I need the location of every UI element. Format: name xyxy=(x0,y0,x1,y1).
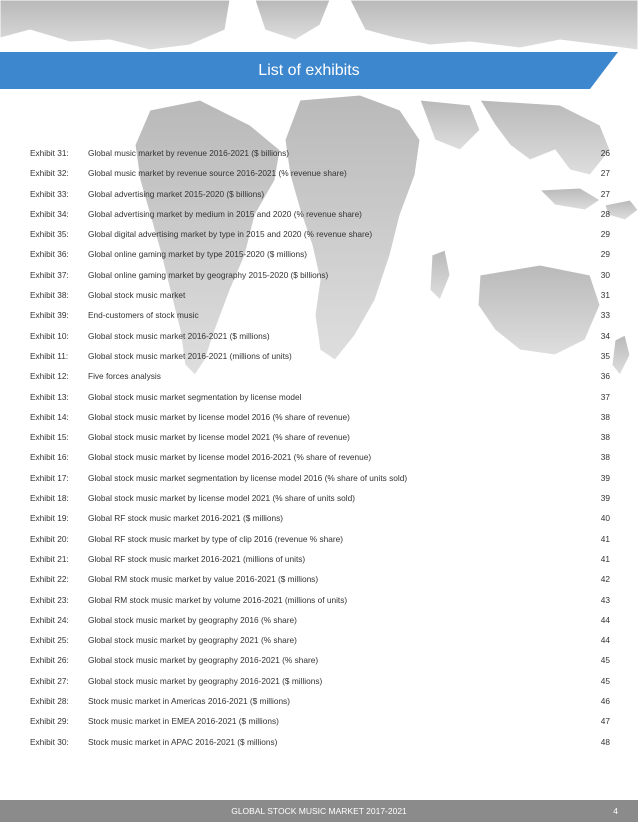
exhibit-page-number: 38 xyxy=(600,452,610,463)
exhibit-title: End-customers of stock music xyxy=(88,310,199,321)
exhibit-number: Exhibit 21: xyxy=(30,553,69,564)
exhibit-row[interactable] xyxy=(30,346,610,366)
exhibit-title: Global stock music market by geography 2016 (% share) xyxy=(88,614,297,625)
exhibit-row[interactable] xyxy=(30,224,610,244)
exhibit-title: Global stock music market by geography 2021 (% share) xyxy=(88,635,297,646)
banner-title: List of exhibits xyxy=(258,62,360,79)
exhibit-title: Global stock music market 2016-2021 (millions of units) xyxy=(88,350,292,361)
exhibit-row[interactable] xyxy=(30,184,610,204)
exhibit-number: Exhibit 11: xyxy=(30,350,69,361)
section-banner xyxy=(0,52,618,89)
exhibit-title: Global RF stock music market 2016-2021 (millions of units) xyxy=(88,553,306,564)
exhibit-page-number: 44 xyxy=(600,635,610,646)
exhibit-row[interactable] xyxy=(30,468,610,488)
exhibit-row[interactable] xyxy=(30,305,610,325)
exhibit-number: Exhibit 30: xyxy=(30,736,69,747)
exhibit-title: Global stock music market by license model 2021 (% share of revenue) xyxy=(88,432,350,443)
exhibit-page-number: 29 xyxy=(600,229,610,240)
exhibit-title: Global music market by revenue source 2016-2021 (% revenue share) xyxy=(88,168,347,179)
exhibit-number: Exhibit 10: xyxy=(30,330,69,341)
exhibit-row[interactable] xyxy=(30,285,610,305)
exhibit-title: Global RM stock music market by volume 2016-2021 (millions of units) xyxy=(88,594,348,605)
exhibit-title: Global stock music market by license model 2021 (% share of units sold) xyxy=(88,493,355,504)
exhibit-title: Global RF stock music market 2016-2021 ($ millions) xyxy=(88,513,284,524)
exhibit-title: Global online gaming market by geography 2015-2020 ($ billions) xyxy=(88,269,329,280)
exhibit-number: Exhibit 27: xyxy=(30,675,69,686)
page-footer xyxy=(0,800,638,822)
exhibit-row[interactable] xyxy=(30,529,610,549)
exhibit-number: Exhibit 19: xyxy=(30,513,69,524)
exhibit-page-number: 31 xyxy=(600,290,610,301)
exhibit-number: Exhibit 13: xyxy=(30,391,69,402)
exhibit-page-number: 48 xyxy=(600,736,610,747)
exhibit-row[interactable] xyxy=(30,244,610,264)
exhibit-number: Exhibit 37: xyxy=(30,269,69,280)
exhibit-title: Global stock music market 2016-2021 ($ millions) xyxy=(88,330,270,341)
exhibit-number: Exhibit 34: xyxy=(30,208,69,219)
exhibit-page-number: 41 xyxy=(600,553,610,564)
exhibit-row[interactable] xyxy=(30,671,610,691)
exhibit-page-number: 40 xyxy=(600,513,610,524)
exhibit-title: Stock music market in EMEA 2016-2021 ($ millions) xyxy=(88,716,279,727)
exhibit-row[interactable] xyxy=(30,630,610,650)
exhibit-title: Global RM stock music market by value 2016-2021 ($ millions) xyxy=(88,574,319,585)
exhibit-number: Exhibit 31: xyxy=(30,148,69,158)
exhibit-page-number: 42 xyxy=(600,574,610,585)
exhibit-number: Exhibit 25: xyxy=(30,635,69,646)
exhibit-row[interactable] xyxy=(30,732,610,752)
exhibit-title: Global music market by revenue 2016-2021 ($ billions) xyxy=(88,148,290,158)
exhibit-row[interactable] xyxy=(30,590,610,610)
exhibit-page-number: 34 xyxy=(600,330,610,341)
exhibit-title: Stock music market in APAC 2016-2021 ($ millions) xyxy=(88,736,278,747)
exhibit-page-number: 35 xyxy=(600,350,610,361)
exhibit-title: Global stock music market by license model 2016 (% share of revenue) xyxy=(88,411,350,422)
exhibit-number: Exhibit 28: xyxy=(30,696,69,707)
exhibit-title: Global advertising market 2015-2020 ($ billions) xyxy=(88,188,265,199)
exhibit-page-number: 38 xyxy=(600,432,610,443)
exhibit-row[interactable] xyxy=(30,488,610,508)
exhibit-page-number: 45 xyxy=(600,655,610,666)
exhibit-number: Exhibit 17: xyxy=(30,472,69,483)
exhibit-title: Five forces analysis xyxy=(88,371,161,382)
exhibit-title: Global stock music market segmentation by license model xyxy=(88,391,302,402)
exhibit-row[interactable] xyxy=(30,163,610,183)
exhibit-title: Global advertising market by medium in 2015 and 2020 (% revenue share) xyxy=(88,208,362,219)
exhibit-number: Exhibit 32: xyxy=(30,168,69,179)
exhibit-title: Global RF stock music market by type of clip 2016 (revenue % share) xyxy=(88,533,344,544)
exhibit-number: Exhibit 29: xyxy=(30,716,69,727)
exhibit-row[interactable] xyxy=(30,326,610,346)
exhibit-list xyxy=(30,143,610,752)
exhibit-number: Exhibit 15: xyxy=(30,432,69,443)
exhibit-page-number: 27 xyxy=(600,188,610,199)
exhibit-page-number: 29 xyxy=(600,249,610,260)
exhibit-page-number: 33 xyxy=(600,310,610,321)
exhibit-title: Global stock music market by license model 2016-2021 (% share of revenue) xyxy=(88,452,372,463)
exhibit-number: Exhibit 12: xyxy=(30,371,69,382)
exhibit-number: Exhibit 35: xyxy=(30,229,69,240)
exhibit-page-number: 43 xyxy=(600,594,610,605)
exhibit-page-number: 44 xyxy=(600,614,610,625)
exhibit-title: Global digital advertising market by type in 2015 and 2020 (% revenue share) xyxy=(88,229,373,240)
exhibit-number: Exhibit 33: xyxy=(30,188,69,199)
exhibit-row[interactable] xyxy=(30,549,610,569)
exhibit-title: Global stock music market xyxy=(88,290,186,301)
exhibit-number: Exhibit 36: xyxy=(30,249,69,260)
exhibit-number: Exhibit 14: xyxy=(30,411,69,422)
exhibit-row[interactable] xyxy=(30,204,610,224)
exhibit-page-number: 47 xyxy=(600,716,610,727)
exhibit-row[interactable] xyxy=(30,569,610,589)
exhibit-row[interactable] xyxy=(30,366,610,386)
exhibit-page-number: 37 xyxy=(600,391,610,402)
exhibit-page-number: 38 xyxy=(600,411,610,422)
exhibit-row[interactable] xyxy=(30,610,610,630)
exhibit-page-number: 26 xyxy=(600,148,610,158)
exhibit-page-number: 30 xyxy=(600,269,610,280)
exhibit-page-number: 45 xyxy=(600,675,610,686)
exhibit-row[interactable] xyxy=(30,427,610,447)
exhibit-number: Exhibit 23: xyxy=(30,594,69,605)
exhibit-number: Exhibit 38: xyxy=(30,290,69,301)
exhibit-page-number: 46 xyxy=(600,696,610,707)
exhibit-number: Exhibit 26: xyxy=(30,655,69,666)
exhibit-row[interactable] xyxy=(30,143,610,163)
exhibit-row[interactable] xyxy=(30,508,610,528)
exhibit-title: Global stock music market segmentation by license model 2016 (% share of units sold) xyxy=(88,472,408,483)
exhibit-page-number: 27 xyxy=(600,168,610,179)
exhibit-number: Exhibit 39: xyxy=(30,310,69,321)
exhibit-number: Exhibit 18: xyxy=(30,493,69,504)
exhibit-row[interactable] xyxy=(30,691,610,711)
exhibit-page-number: 36 xyxy=(600,371,610,382)
exhibit-row[interactable] xyxy=(30,447,610,467)
exhibit-title: Global stock music market by geography 2016-2021 ($ millions) xyxy=(88,675,323,686)
exhibit-number: Exhibit 16: xyxy=(30,452,69,463)
exhibit-row[interactable] xyxy=(30,265,610,285)
footer-title: GLOBAL STOCK MUSIC MARKET 2017-2021 xyxy=(231,806,407,816)
exhibit-page-number: 39 xyxy=(600,493,610,504)
exhibit-title: Global stock music market by geography 2016-2021 (% share) xyxy=(88,655,319,666)
exhibit-number: Exhibit 20: xyxy=(30,533,69,544)
exhibit-title: Global online gaming market by type 2015-2020 ($ millions) xyxy=(88,249,308,260)
exhibit-page-number: 41 xyxy=(600,533,610,544)
exhibit-number: Exhibit 22: xyxy=(30,574,69,585)
page-number: 4 xyxy=(613,806,618,816)
exhibit-title: Stock music market in Americas 2016-2021 ($ millions) xyxy=(88,696,290,707)
exhibit-page-number: 39 xyxy=(600,472,610,483)
exhibit-number: Exhibit 24: xyxy=(30,614,69,625)
exhibit-row[interactable] xyxy=(30,407,610,427)
exhibit-page-number: 28 xyxy=(600,208,610,219)
exhibit-row[interactable] xyxy=(30,387,610,407)
exhibit-row[interactable] xyxy=(30,650,610,670)
exhibit-row[interactable] xyxy=(30,711,610,731)
